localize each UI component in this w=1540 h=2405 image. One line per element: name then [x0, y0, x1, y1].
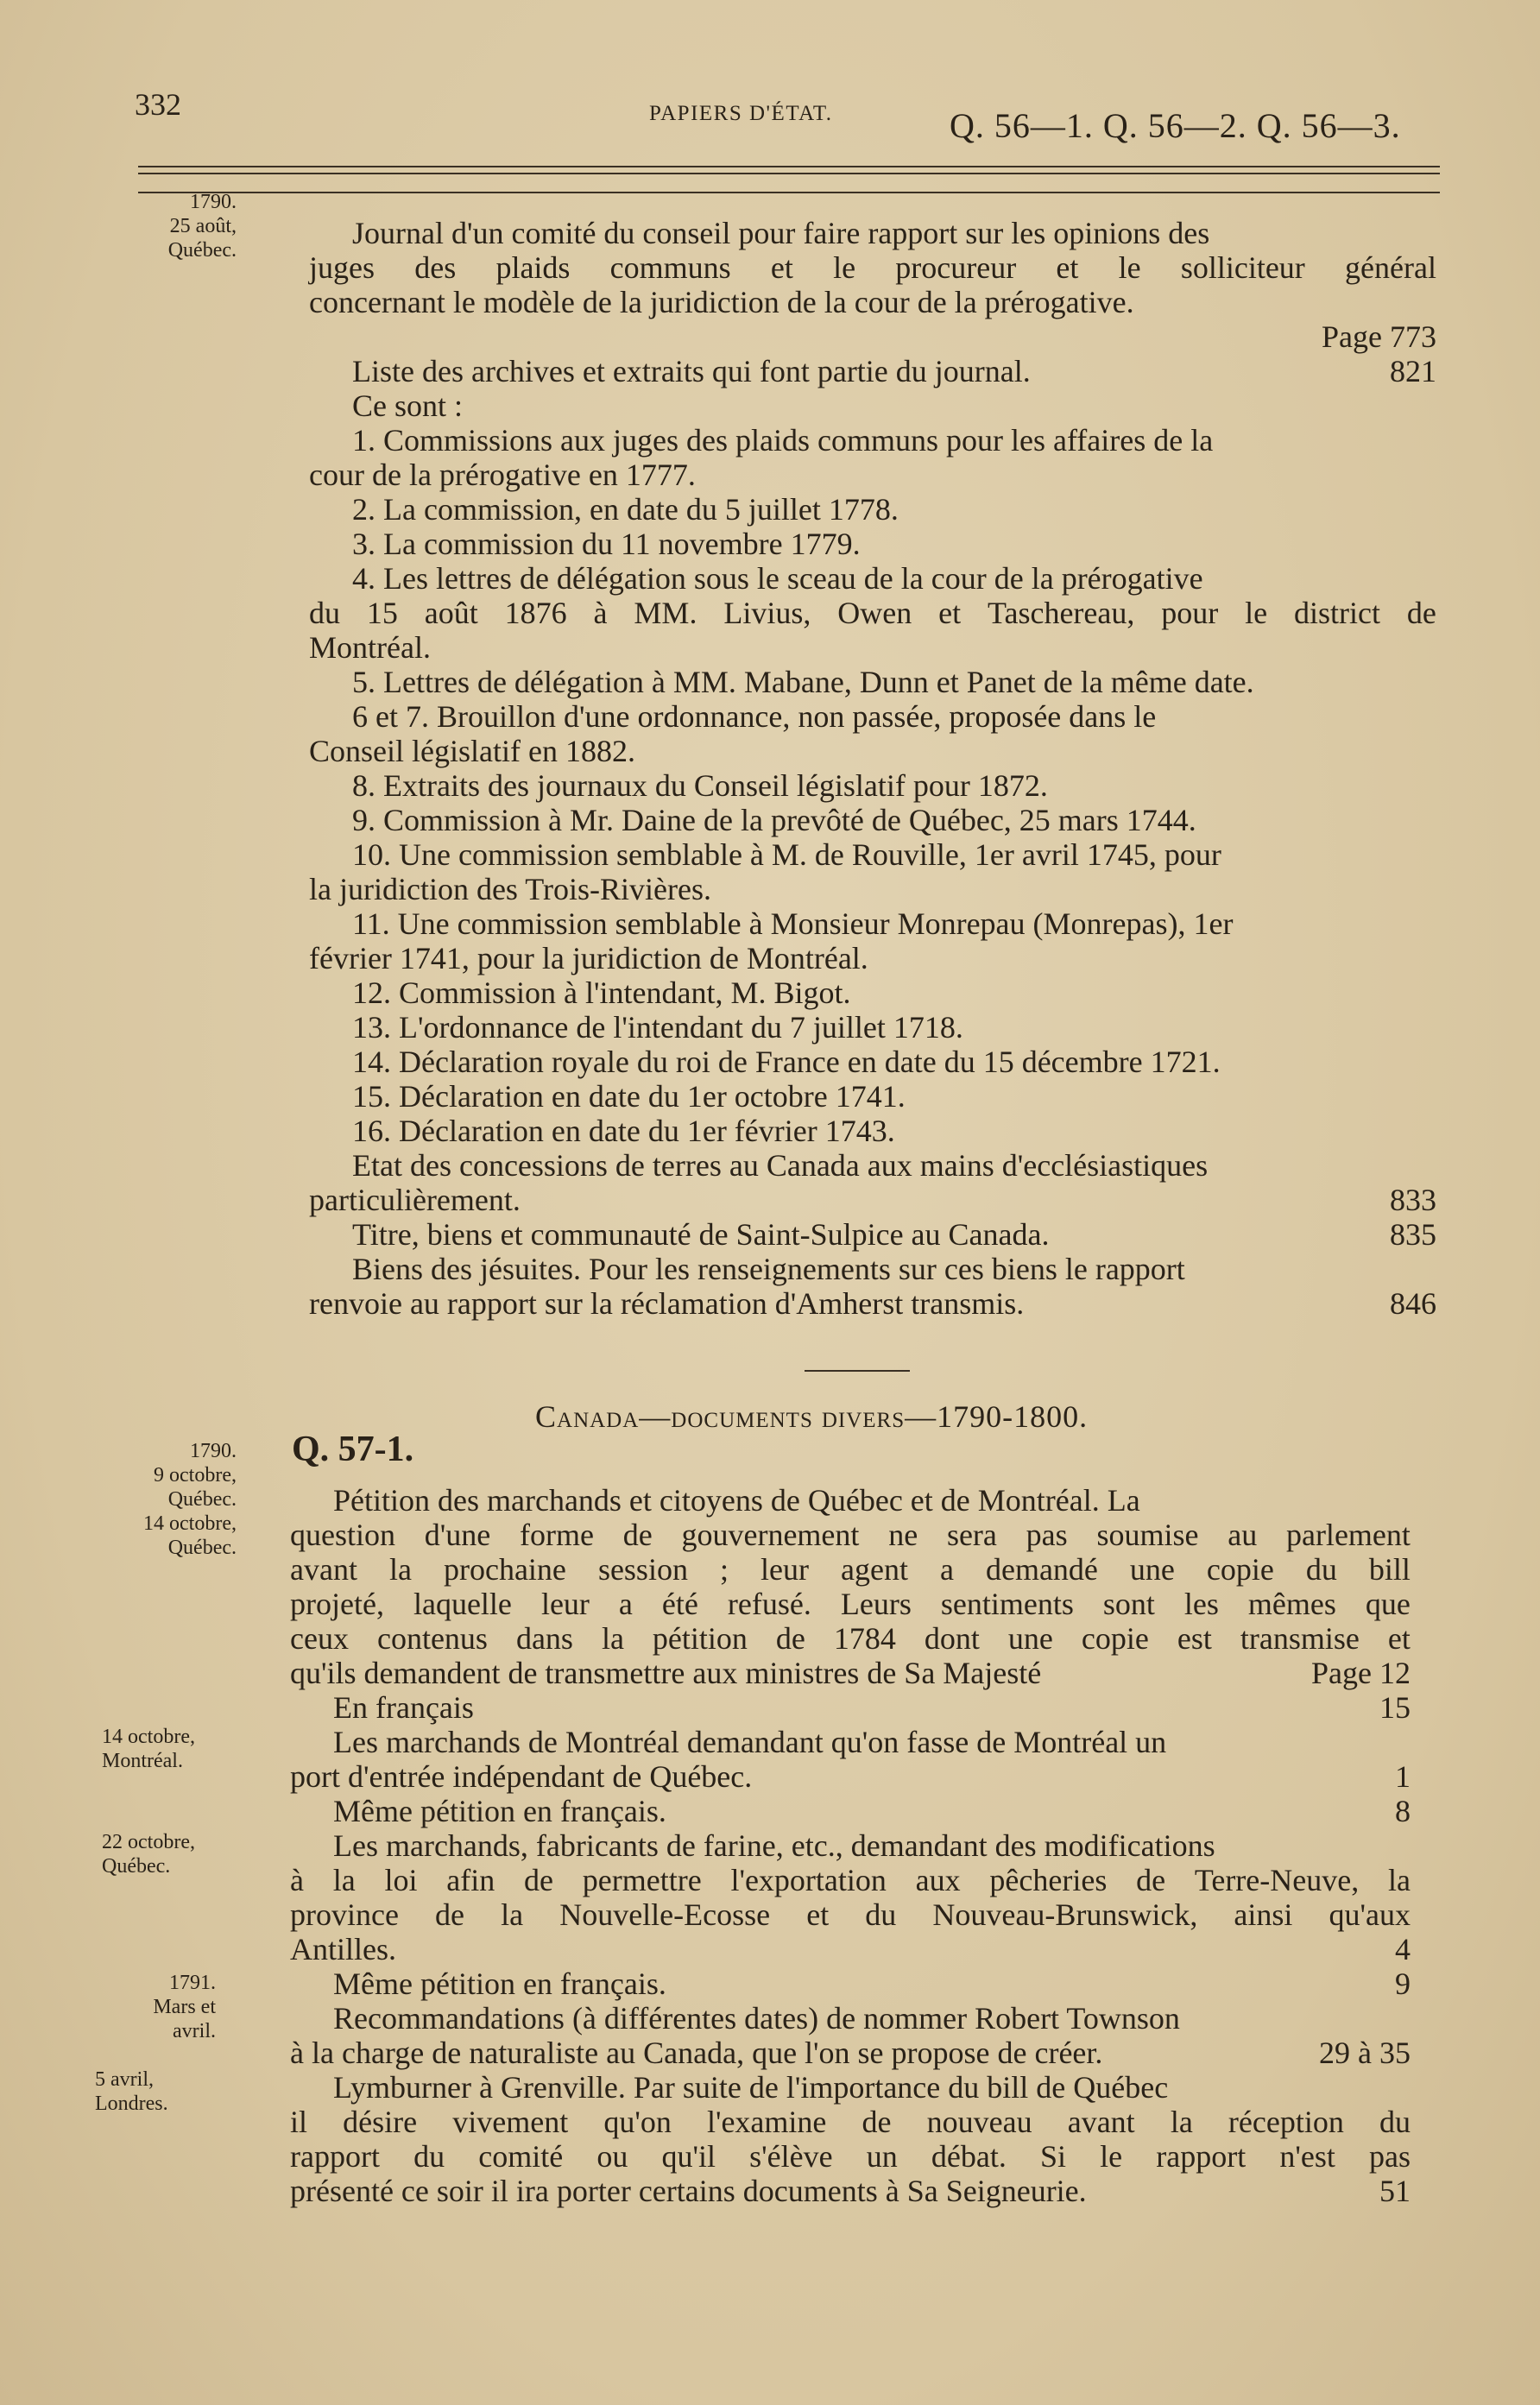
text-line [290, 2174, 1411, 2208]
text-line [290, 1552, 1411, 1587]
line-text: 8. Extraits des journaux du Conseil législatif pour 1872. [352, 768, 1048, 803]
text-line [309, 1217, 1436, 1252]
line-text: 13. L'ordonnance de l'intendant du 7 juillet 1718. [352, 1010, 963, 1045]
page-reference: 15 [1379, 1690, 1411, 1725]
line-text: Même pétition en français. [333, 1966, 666, 2001]
line-text: à la loi afin de permettre l'exportation aux pêcheries de Terre-Neuve, la [290, 1863, 1411, 1897]
text-line [290, 1621, 1411, 1656]
margin-note-line: Londres. [95, 2093, 168, 2115]
section-journal [309, 216, 1436, 1321]
line-text: concernant le modèle de la juridiction de la cour de la prérogative. [309, 285, 1134, 319]
page-number: 332 [135, 87, 181, 122]
line-text: rapport du comité ou qu'il s'élève un débat. Si le rapport n'est pas [290, 2139, 1411, 2174]
page-reference: 4 [1395, 1932, 1411, 1966]
page-reference: 1 [1395, 1759, 1411, 1794]
line-text: Biens des jésuites. Pour les renseignements sur ces biens le rapport [352, 1252, 1185, 1286]
text-line [290, 2001, 1411, 2036]
page-reference: 9 [1395, 1966, 1411, 2001]
margin-note-line: avril. [173, 2020, 216, 2042]
text-line [309, 1079, 1436, 1114]
line-text: présenté ce soir il ira porter certains documents à Sa Seigneurie. [290, 2174, 1087, 2208]
header-rule-bottom [138, 192, 1440, 193]
line-text: 6 et 7. Brouillon d'une ordonnance, non passée, proposée dans le [352, 699, 1157, 734]
text-line [309, 250, 1436, 285]
margin-note-3 [102, 1725, 253, 1773]
page-reference: 51 [1379, 2174, 1411, 2208]
line-text: Les marchands, fabricants de farine, etc., demandant des modifications [333, 1828, 1215, 1863]
line-text: province de la Nouvelle-Ecosse et du Nouveau-Brunswick, ainsi qu'aux [290, 1897, 1411, 1932]
text-line [309, 216, 1436, 250]
margin-note-line: Québec. [102, 1855, 171, 1878]
text-line [309, 630, 1436, 665]
page-reference: 821 [1390, 354, 1436, 388]
text-line [290, 1587, 1411, 1621]
line-text: il désire vivement qu'on l'examine de nouveau avant la réception du [290, 2105, 1411, 2139]
margin-note-6 [95, 2067, 246, 2116]
margin-note-line: 22 octobre, [102, 1831, 195, 1853]
text-line [309, 1010, 1436, 1045]
margin-note-line: Québec. [167, 1537, 237, 1559]
margin-note-line: Québec. [167, 239, 237, 262]
line-text: 14. Déclaration royale du roi de France en date du 15 décembre 1721. [352, 1045, 1221, 1079]
line-text: 11. Une commission semblable à Monsieur Monrepau (Monrepas), 1er [352, 906, 1234, 941]
text-line [309, 1045, 1436, 1079]
text-line [309, 665, 1436, 699]
line-text: avant la prochaine session ; leur agent a demandé une copie du bill [290, 1552, 1411, 1587]
text-line [290, 1725, 1411, 1759]
text-line [290, 1483, 1411, 1518]
text-line [290, 1518, 1411, 1552]
text-line [290, 1932, 1411, 1966]
line-text: Etat des concessions de terres au Canada aux mains d'ecclésiastiques [352, 1148, 1209, 1183]
line-text: 2. La commission, en date du 5 juillet 1778. [352, 492, 899, 527]
text-line [309, 941, 1436, 975]
running-refs: Q. 56—1. Q. 56—2. Q. 56—3. [950, 106, 1401, 145]
line-text: Titre, biens et communauté de Saint-Sulpice au Canada. [352, 1217, 1050, 1252]
text-line [309, 527, 1436, 561]
text-line [309, 1252, 1436, 1286]
running-title: PAPIERS D'ÉTAT. [649, 102, 833, 125]
text-line [309, 596, 1436, 630]
margin-note-line: 1791. [169, 1972, 216, 1994]
line-text: juges des plaids communs et le procureur et le solliciteur général [309, 250, 1436, 285]
line-text: la juridiction des Trois-Rivières. [309, 872, 711, 906]
header-rule-top [138, 166, 1440, 167]
text-line [309, 423, 1436, 458]
text-line [290, 1759, 1411, 1794]
text-line [309, 768, 1436, 803]
line-text: projeté, laquelle leur a été refusé. Leurs sentiments sont les mêmes que [290, 1587, 1411, 1621]
line-text: cour de la prérogative en 1777. [309, 458, 696, 492]
text-line [309, 1114, 1436, 1148]
text-line [309, 458, 1436, 492]
line-text: Même pétition en français. [333, 1794, 666, 1828]
text-line [309, 734, 1436, 768]
text-line [290, 1656, 1411, 1690]
text-line [309, 906, 1436, 941]
text-line [290, 1863, 1411, 1897]
text-line [290, 1966, 1411, 2001]
margin-note-1 [83, 190, 237, 262]
margin-note-line: 5 avril, [95, 2068, 154, 2091]
text-line [309, 699, 1436, 734]
page-reference: Page 773 [1322, 319, 1436, 354]
text-line [290, 2139, 1411, 2174]
line-text: 15. Déclaration en date du 1er octobre 1741. [352, 1079, 906, 1114]
margin-note-5 [38, 1971, 216, 2043]
line-text: Pétition des marchands et citoyens de Québec et de Montréal. La [333, 1483, 1140, 1518]
page-reference: 835 [1390, 1217, 1436, 1252]
line-text: Recommandations (à différentes dates) de nommer Robert Townson [333, 2001, 1180, 2036]
line-text: renvoie au rapport sur la réclamation d'Amherst transmis. [309, 1286, 1025, 1321]
margin-note-line: 14 octobre, [143, 1512, 237, 1535]
line-text: 4. Les lettres de délégation sous le sceau de la cour de la prérogative [352, 561, 1203, 596]
margin-note-2 [83, 1439, 237, 1560]
text-line [290, 1690, 1411, 1725]
line-text: Lymburner à Grenville. Par suite de l'importance du bill de Québec [333, 2070, 1169, 2105]
section-documents [290, 1483, 1411, 2208]
line-text: ceux contenus dans la pétition de 1784 dont une copie est transmise et [290, 1621, 1411, 1656]
page-reference: 8 [1395, 1794, 1411, 1828]
text-line [309, 492, 1436, 527]
page-reference: 29 à 35 [1319, 2036, 1411, 2070]
margin-note-line: 14 octobre, [102, 1726, 195, 1748]
text-line [290, 1897, 1411, 1932]
text-line [290, 2036, 1411, 2070]
text-line [309, 354, 1436, 388]
line-text: question d'une forme de gouvernement ne sera pas soumise au parlement [290, 1518, 1411, 1552]
line-text: Conseil législatif en 1882. [309, 734, 635, 768]
line-text: En français [333, 1690, 474, 1725]
margin-note-line: 1790. [190, 1440, 237, 1462]
line-text: 16. Déclaration en date du 1er février 1743. [352, 1114, 895, 1148]
line-text: particulièrement. [309, 1183, 521, 1217]
text-line [290, 2105, 1411, 2139]
line-text: du 15 août 1876 à MM. Livius, Owen et Taschereau, pour le district de [309, 596, 1436, 630]
line-text: port d'entrée indépendant de Québec. [290, 1759, 753, 1794]
line-text: Les marchands de Montréal demandant qu'on fasse de Montréal un [333, 1725, 1167, 1759]
section-divider [805, 1370, 910, 1372]
text-line [309, 1286, 1436, 1321]
line-text: Liste des archives et extraits qui font partie du journal. [352, 354, 1031, 388]
margin-note-line: Mars et [153, 1996, 216, 2018]
text-line [309, 975, 1436, 1010]
text-line [290, 1794, 1411, 1828]
margin-note-line: Montréal. [102, 1750, 183, 1772]
margin-note-line: Québec. [167, 1488, 237, 1511]
line-text: 1. Commissions aux juges des plaids communs pour les affaires de la [352, 423, 1214, 458]
text-line [309, 872, 1436, 906]
line-text: 3. La commission du 11 novembre 1779. [352, 527, 861, 561]
text-line [309, 319, 1436, 354]
line-text: 9. Commission à Mr. Daine de la prevôté de Québec, 25 mars 1744. [352, 803, 1196, 837]
line-text: 12. Commission à l'intendant, M. Bigot. [352, 975, 851, 1010]
text-line [309, 285, 1436, 319]
margin-note-4 [102, 1830, 253, 1878]
text-line [290, 2070, 1411, 2105]
text-line [309, 561, 1436, 596]
text-line [309, 803, 1436, 837]
section-title: Canada—documents divers—1790-1800. [535, 1399, 1089, 1434]
line-text: Journal d'un comité du conseil pour faire rapport sur les opinions des [352, 216, 1210, 250]
line-text: février 1741, pour la juridiction de Montréal. [309, 941, 868, 975]
line-text: Montréal. [309, 630, 431, 665]
page-reference: 846 [1390, 1286, 1436, 1321]
line-text: 5. Lettres de délégation à MM. Mabane, Dunn et Panet de la même date. [352, 665, 1254, 699]
header-rule-middle [138, 173, 1440, 174]
line-text: qu'ils demandent de transmettre aux ministres de Sa Majesté [290, 1656, 1042, 1690]
line-text: Antilles. [290, 1932, 396, 1966]
margin-note-line: 25 août, [169, 215, 237, 237]
margin-note-line: 9 octobre, [154, 1464, 237, 1487]
line-text: Ce sont : [352, 388, 464, 423]
margin-note-line: 1790. [190, 191, 237, 213]
text-line [309, 837, 1436, 872]
text-line [309, 388, 1436, 423]
series-code: Q. 57-1. [292, 1430, 414, 1469]
page-reference: 833 [1390, 1183, 1436, 1217]
text-line [309, 1148, 1436, 1183]
text-line [309, 1183, 1436, 1217]
line-text: 10. Une commission semblable à M. de Rouville, 1er avril 1745, pour [352, 837, 1221, 872]
page-reference: Page 12 [1311, 1656, 1411, 1690]
text-line [290, 1828, 1411, 1863]
line-text: à la charge de naturaliste au Canada, que l'on se propose de créer. [290, 2036, 1103, 2070]
